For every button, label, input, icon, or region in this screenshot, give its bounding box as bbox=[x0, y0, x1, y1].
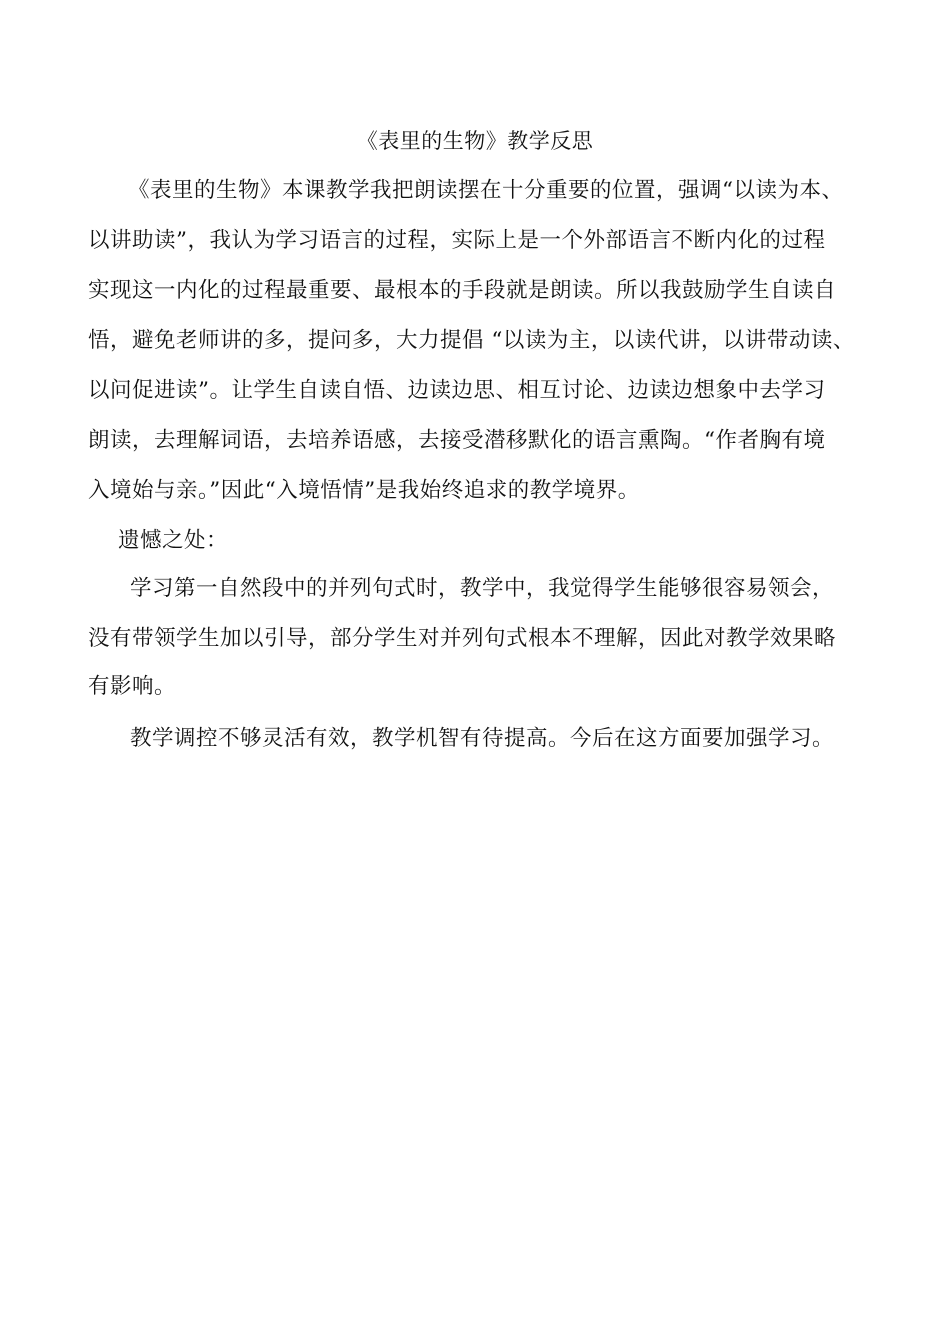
paragraph-line: 实现这一内化的过程最重要、最根本的手段就是朗读。所以我鼓励学生自读自 bbox=[88, 278, 837, 303]
paragraph-line: 入境始与亲。”因此“入境悟情”是我始终追求的教学境界。 bbox=[88, 478, 640, 503]
paragraph-line: 朗读，去理解词语，去培养语感，去接受潜移默化的语言熏陶。“作者胸有境 bbox=[88, 428, 826, 453]
paragraph-line: 《表里的生物》本课教学我把朗读摆在十分重要的位置，强调“以读为本、 bbox=[128, 178, 844, 203]
paragraph-line: 有影响。 bbox=[88, 674, 177, 699]
paragraph-line: 教学调控不够灵活有效，教学机智有待提高。今后在这方面要加强学习。 bbox=[130, 726, 835, 751]
document-title: 《表里的生物》教学反思 bbox=[356, 129, 594, 153]
paragraph-line: 没有带领学生加以引导，部分学生对并列句式根本不理解，因此对教学效果略 bbox=[88, 626, 837, 651]
paragraph-line: 以讲助读”，我认为学习语言的过程，实际上是一个外部语言不断内化的过程 bbox=[88, 228, 826, 253]
paragraph-line: 以问促进读”。让学生自读自悟、边读边思、相互讨论、边读边想象中去学习 bbox=[88, 378, 826, 403]
paragraph-line: 悟，避免老师讲的多，提问多，大力提倡 “以读为主，以读代讲，以讲带动读、 bbox=[88, 328, 855, 353]
section-heading-regrets: 遗憾之处： bbox=[118, 528, 229, 553]
paragraph-line: 学习第一自然段中的并列句式时，教学中，我觉得学生能够很容易领会， bbox=[130, 576, 835, 601]
